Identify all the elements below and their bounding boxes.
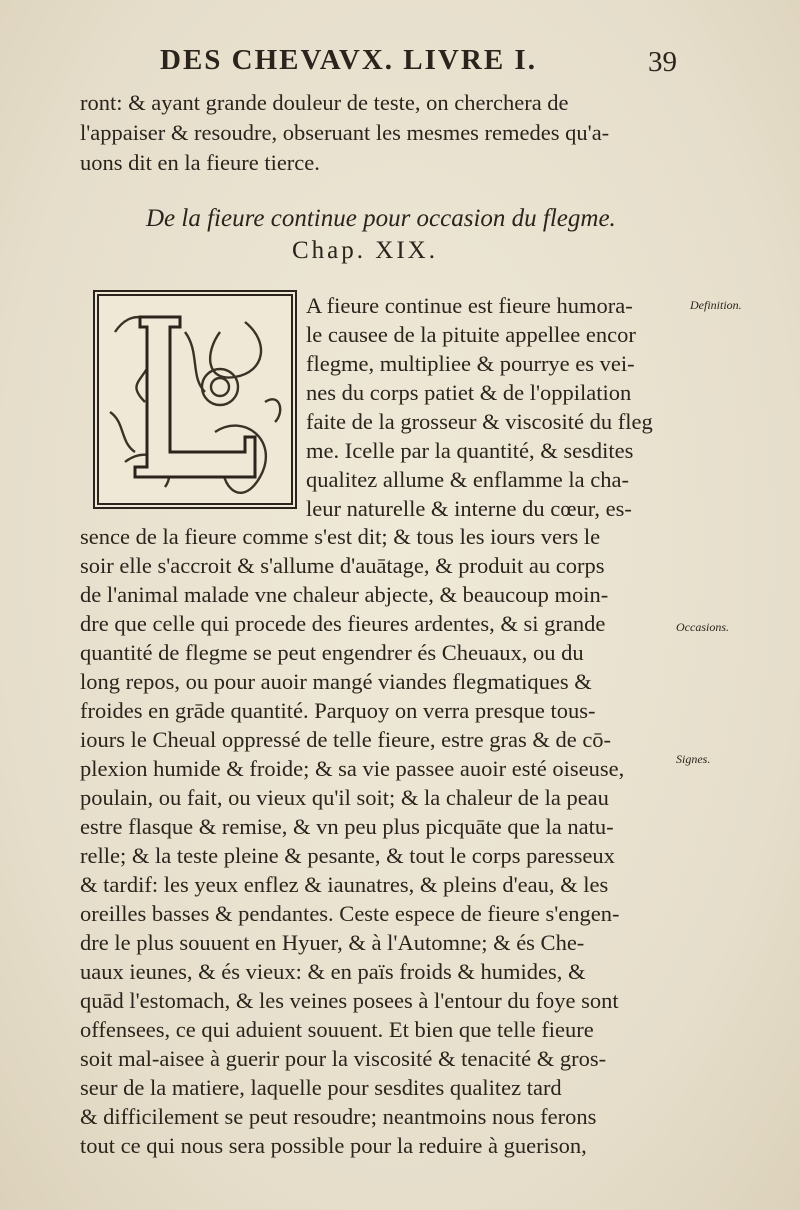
- text-line: poulain, ou fait, ou vieux qu'il soit; & la chaleur de la peau: [80, 785, 609, 810]
- marginal-note-signes: Signes.: [676, 752, 711, 766]
- text-line: A fieure continue est fieure humora-: [306, 293, 633, 318]
- text-line: dre que celle qui procede des fieures ardentes, & si grande: [80, 611, 606, 636]
- text-line: uaux ieunes, & és vieux: & en païs froids & humides, &: [80, 959, 586, 984]
- text-line: faite de la grosseur & viscosité du fleg: [306, 409, 653, 434]
- text-line: plexion humide & froide; & sa vie passee auoir esté oiseuse,: [80, 756, 625, 781]
- text-line: uons dit en la fieure tierce.: [80, 150, 320, 175]
- decorated-initial-letter: [93, 290, 297, 509]
- text-line: iours le Cheual oppressé de telle fieure, estre gras & de cō-: [80, 727, 612, 752]
- chapter-number: Chap. XIX.: [292, 237, 438, 264]
- page-number: 39: [648, 46, 677, 78]
- text-line: tout ce qui nous sera possible pour la reduire à guerison,: [80, 1133, 587, 1158]
- text-line: & tardif: les yeux enflez & iaunatres, & pleins d'eau, & les: [80, 872, 609, 897]
- marginal-note-definition: Definition.: [690, 298, 742, 312]
- page-header: [160, 44, 680, 84]
- marginal-note-occasions: Occasions.: [676, 620, 729, 634]
- text-line: leur naturelle & interne du cœur, es-: [306, 496, 632, 521]
- text-line: seur de la matiere, laquelle pour sesdites qualitez tard: [80, 1075, 562, 1100]
- text-line: long repos, ou pour auoir mangé viandes flegmatiques &: [80, 669, 592, 694]
- text-line: le causee de la pituite appellee encor: [306, 322, 636, 347]
- text-line: soit mal-aisee à guerir pour la viscosité & tenacité & gros-: [80, 1046, 607, 1071]
- text-line: de l'animal malade vne chaleur abjecte, & beaucoup moin-: [80, 582, 609, 607]
- text-line: froides en grāde quantité. Parquoy on verra presque tous-: [80, 698, 596, 723]
- text-line: relle; & la teste pleine & pesante, & tout le corps paresseux: [80, 843, 615, 868]
- text-line: estre flasque & remise, & vn peu plus picquāte que la natu-: [80, 814, 614, 839]
- text-line: sence de la fieure comme s'est dit; & tous les iours vers le: [80, 524, 601, 549]
- text-line: oreilles basses & pendantes. Ceste espece de fieure s'engen-: [80, 901, 620, 926]
- text-line: nes du corps patiet & de l'oppilation: [306, 380, 632, 405]
- running-title: DES CHEVAVX. LIVRE I.: [160, 44, 537, 76]
- text-line: me. Icelle par la quantité, & sesdites: [306, 438, 634, 463]
- text-line: & difficilement se peut resoudre; neantmoins nous ferons: [80, 1104, 597, 1129]
- text-line: offensees, ce qui aduient souuent. Et bien que telle fieure: [80, 1017, 594, 1042]
- text-line: quād l'estomach, & les veines posees à l'entour du foye sont: [80, 988, 619, 1013]
- text-line: flegme, multipliee & pourrye es vei-: [306, 351, 635, 376]
- text-line: qualitez allume & enflamme la cha-: [306, 467, 629, 492]
- text-line: quantité de flegme se peut engendrer és Cheuaux, ou du: [80, 640, 584, 665]
- chapter-title: De la fieure continue pour occasion du flegme.: [146, 205, 616, 232]
- text-line: dre le plus souuent en Hyuer, & à l'Automne; & és Che-: [80, 930, 585, 955]
- text-line: l'appaiser & resoudre, obseruant les mesmes remedes qu'a-: [80, 120, 610, 145]
- text-line: ront: & ayant grande douleur de teste, on cherchera de: [80, 90, 569, 115]
- text-line: soir elle s'accroit & s'allume d'auātage, & produit au corps: [80, 553, 605, 578]
